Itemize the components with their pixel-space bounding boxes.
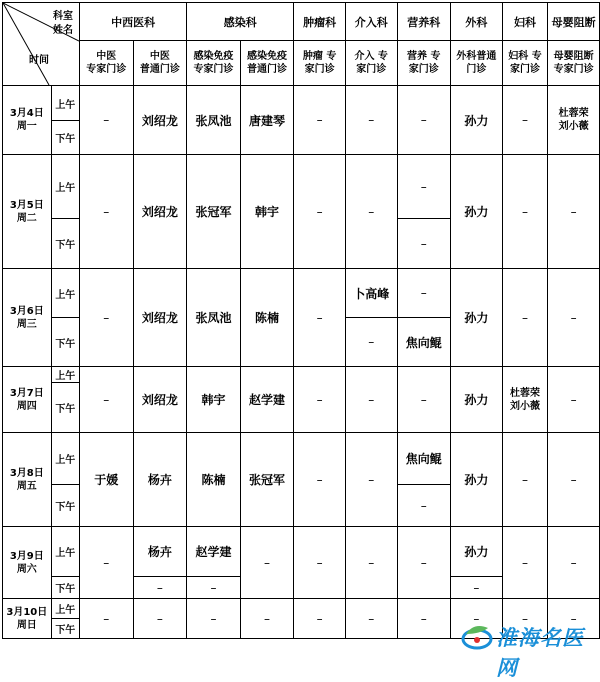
pm-label: 下午 <box>51 485 79 527</box>
schedule-cell: 孙力 <box>451 527 503 577</box>
schedule-cell: 刘绍龙 <box>133 269 187 367</box>
day-label: 3月5日 周二 <box>3 155 52 269</box>
pm-label: 下午 <box>51 577 79 599</box>
dept-header: 母婴阻断 <box>548 3 600 41</box>
schedule-cell: – <box>397 86 451 155</box>
clinic-header: 母婴阻断 专家门诊 <box>548 41 600 86</box>
schedule-cell: 杨卉 <box>133 433 187 527</box>
schedule-cell: – <box>294 269 346 367</box>
dept-label: 科室 <box>53 11 73 22</box>
day-label: 3月7日 周四 <box>3 367 52 433</box>
schedule-cell: – <box>80 269 134 367</box>
schedule-cell: 张凤池 <box>187 86 241 155</box>
schedule-cell: – <box>502 599 548 639</box>
schedule-cell: – <box>187 577 241 599</box>
schedule-cell: – <box>240 527 294 599</box>
schedule-cell: – <box>502 433 548 527</box>
schedule-cell: – <box>397 219 451 269</box>
name-label: 姓名 <box>53 25 73 36</box>
dept-header: 肿瘤科 <box>294 3 346 41</box>
schedule-cell: – <box>80 599 134 639</box>
schedule-cell: – <box>345 599 397 639</box>
schedule-cell: 杜蓉荣 刘小薇 <box>548 86 600 155</box>
schedule-cell: – <box>548 527 600 599</box>
schedule-cell: 焦向鲲 <box>397 433 451 485</box>
day-label: 3月4日 周一 <box>3 86 52 155</box>
schedule-cell: – <box>548 269 600 367</box>
schedule-cell: – <box>397 485 451 527</box>
day-label: 3月9日 周六 <box>3 527 52 599</box>
schedule-cell: 刘绍龙 <box>133 155 187 269</box>
schedule-cell: – <box>451 599 503 639</box>
schedule-cell: – <box>294 527 346 599</box>
dept-header: 外科 <box>451 3 503 41</box>
clinic-header: 感染免疫 专家门诊 <box>187 41 241 86</box>
schedule-cell: 赵学建 <box>240 367 294 433</box>
schedule-cell: 孙力 <box>451 433 503 527</box>
leaf-logo-icon <box>460 622 494 652</box>
clinic-header: 中医 专家门诊 <box>80 41 134 86</box>
pm-label: 下午 <box>51 219 79 269</box>
clinic-header: 介入 专 家门诊 <box>345 41 397 86</box>
schedule-cell: 张冠军 <box>240 433 294 527</box>
dept-header: 感染科 <box>187 3 294 41</box>
schedule-cell: 刘绍龙 <box>133 86 187 155</box>
am-label: 上午 <box>51 599 79 619</box>
schedule-cell: 韩宇 <box>187 367 241 433</box>
clinic-header: 外科普通 门诊 <box>451 41 503 86</box>
schedule-cell: – <box>548 433 600 527</box>
dept-header: 营养科 <box>397 3 451 41</box>
schedule-cell: 焦向鲲 <box>397 318 451 367</box>
schedule-cell: 赵学建 <box>187 527 241 577</box>
schedule-cell: – <box>397 367 451 433</box>
schedule-cell: – <box>397 599 451 639</box>
schedule-cell: 刘绍龙 <box>133 367 187 433</box>
day-label: 3月8日 周五 <box>3 433 52 527</box>
schedule-cell: 孙力 <box>451 367 503 433</box>
schedule-cell: – <box>502 155 548 269</box>
schedule-cell: 陈楠 <box>240 269 294 367</box>
schedule-cell: 唐建琴 <box>240 86 294 155</box>
clinic-header: 营养 专 家门诊 <box>397 41 451 86</box>
watermark-text: 淮海名医网 <box>496 625 584 680</box>
schedule-cell: – <box>345 86 397 155</box>
schedule-cell: – <box>294 367 346 433</box>
schedule-cell: 张凤池 <box>187 269 241 367</box>
schedule-cell: – <box>80 86 134 155</box>
schedule-cell: 张冠军 <box>187 155 241 269</box>
am-label: 上午 <box>51 527 79 577</box>
day-label: 3月6日 周三 <box>3 269 52 367</box>
schedule-cell: – <box>345 318 397 367</box>
am-label: 上午 <box>51 86 79 121</box>
day-label: 3月10日 周日 <box>3 599 52 639</box>
schedule-cell: – <box>294 599 346 639</box>
dept-header: 介入科 <box>345 3 397 41</box>
am-label: 上午 <box>51 367 79 383</box>
schedule-cell: 孙力 <box>451 155 503 269</box>
schedule-cell: – <box>187 599 241 639</box>
clinic-header: 妇科 专 家门诊 <box>502 41 548 86</box>
schedule-cell: 卜高峰 <box>345 269 397 318</box>
schedule-cell: – <box>80 367 134 433</box>
pm-label: 下午 <box>51 619 79 639</box>
schedule-cell: – <box>548 367 600 433</box>
dept-header: 中西医科 <box>80 3 187 41</box>
schedule-table <box>2 2 600 639</box>
schedule-cell: 孙力 <box>451 269 503 367</box>
schedule-cell: 陈楠 <box>187 433 241 527</box>
schedule-cell: – <box>133 599 187 639</box>
schedule-cell: – <box>345 433 397 527</box>
schedule-cell: – <box>133 577 187 599</box>
am-label: 上午 <box>51 155 79 219</box>
schedule-cell: – <box>397 155 451 219</box>
schedule-cell: 韩宇 <box>240 155 294 269</box>
clinic-header: 中医 普通门诊 <box>133 41 187 86</box>
schedule-cell: 孙力 <box>451 86 503 155</box>
schedule-cell: – <box>345 367 397 433</box>
schedule-cell: 于媛 <box>80 433 134 527</box>
pm-label: 下午 <box>51 318 79 367</box>
clinic-header: 感染免疫 普通门诊 <box>240 41 294 86</box>
schedule-cell: – <box>80 155 134 269</box>
schedule-cell: – <box>345 527 397 599</box>
time-label: 时间 <box>29 55 49 66</box>
pm-label: 下午 <box>51 121 79 155</box>
am-label: 上午 <box>51 433 79 485</box>
schedule-cell: – <box>294 86 346 155</box>
schedule-cell: – <box>451 577 503 599</box>
am-label: 上午 <box>51 269 79 318</box>
pm-label: 下午 <box>51 383 79 433</box>
schedule-cell: – <box>548 599 600 639</box>
schedule-cell: – <box>502 527 548 599</box>
schedule-cell: 杨卉 <box>133 527 187 577</box>
clinic-header: 肿瘤 专 家门诊 <box>294 41 346 86</box>
schedule-cell: – <box>397 527 451 599</box>
schedule-cell: – <box>294 155 346 269</box>
schedule-cell: – <box>502 269 548 367</box>
corner-header <box>3 3 80 86</box>
site-watermark <box>460 622 600 680</box>
schedule-cell: 杜蓉荣 刘小薇 <box>502 367 548 433</box>
schedule-cell: – <box>548 155 600 269</box>
dept-header: 妇科 <box>502 3 548 41</box>
schedule-cell: – <box>80 527 134 599</box>
schedule-cell: – <box>397 269 451 318</box>
schedule-cell: – <box>502 86 548 155</box>
schedule-cell: – <box>240 599 294 639</box>
schedule-cell: – <box>294 433 346 527</box>
schedule-cell: – <box>345 155 397 269</box>
